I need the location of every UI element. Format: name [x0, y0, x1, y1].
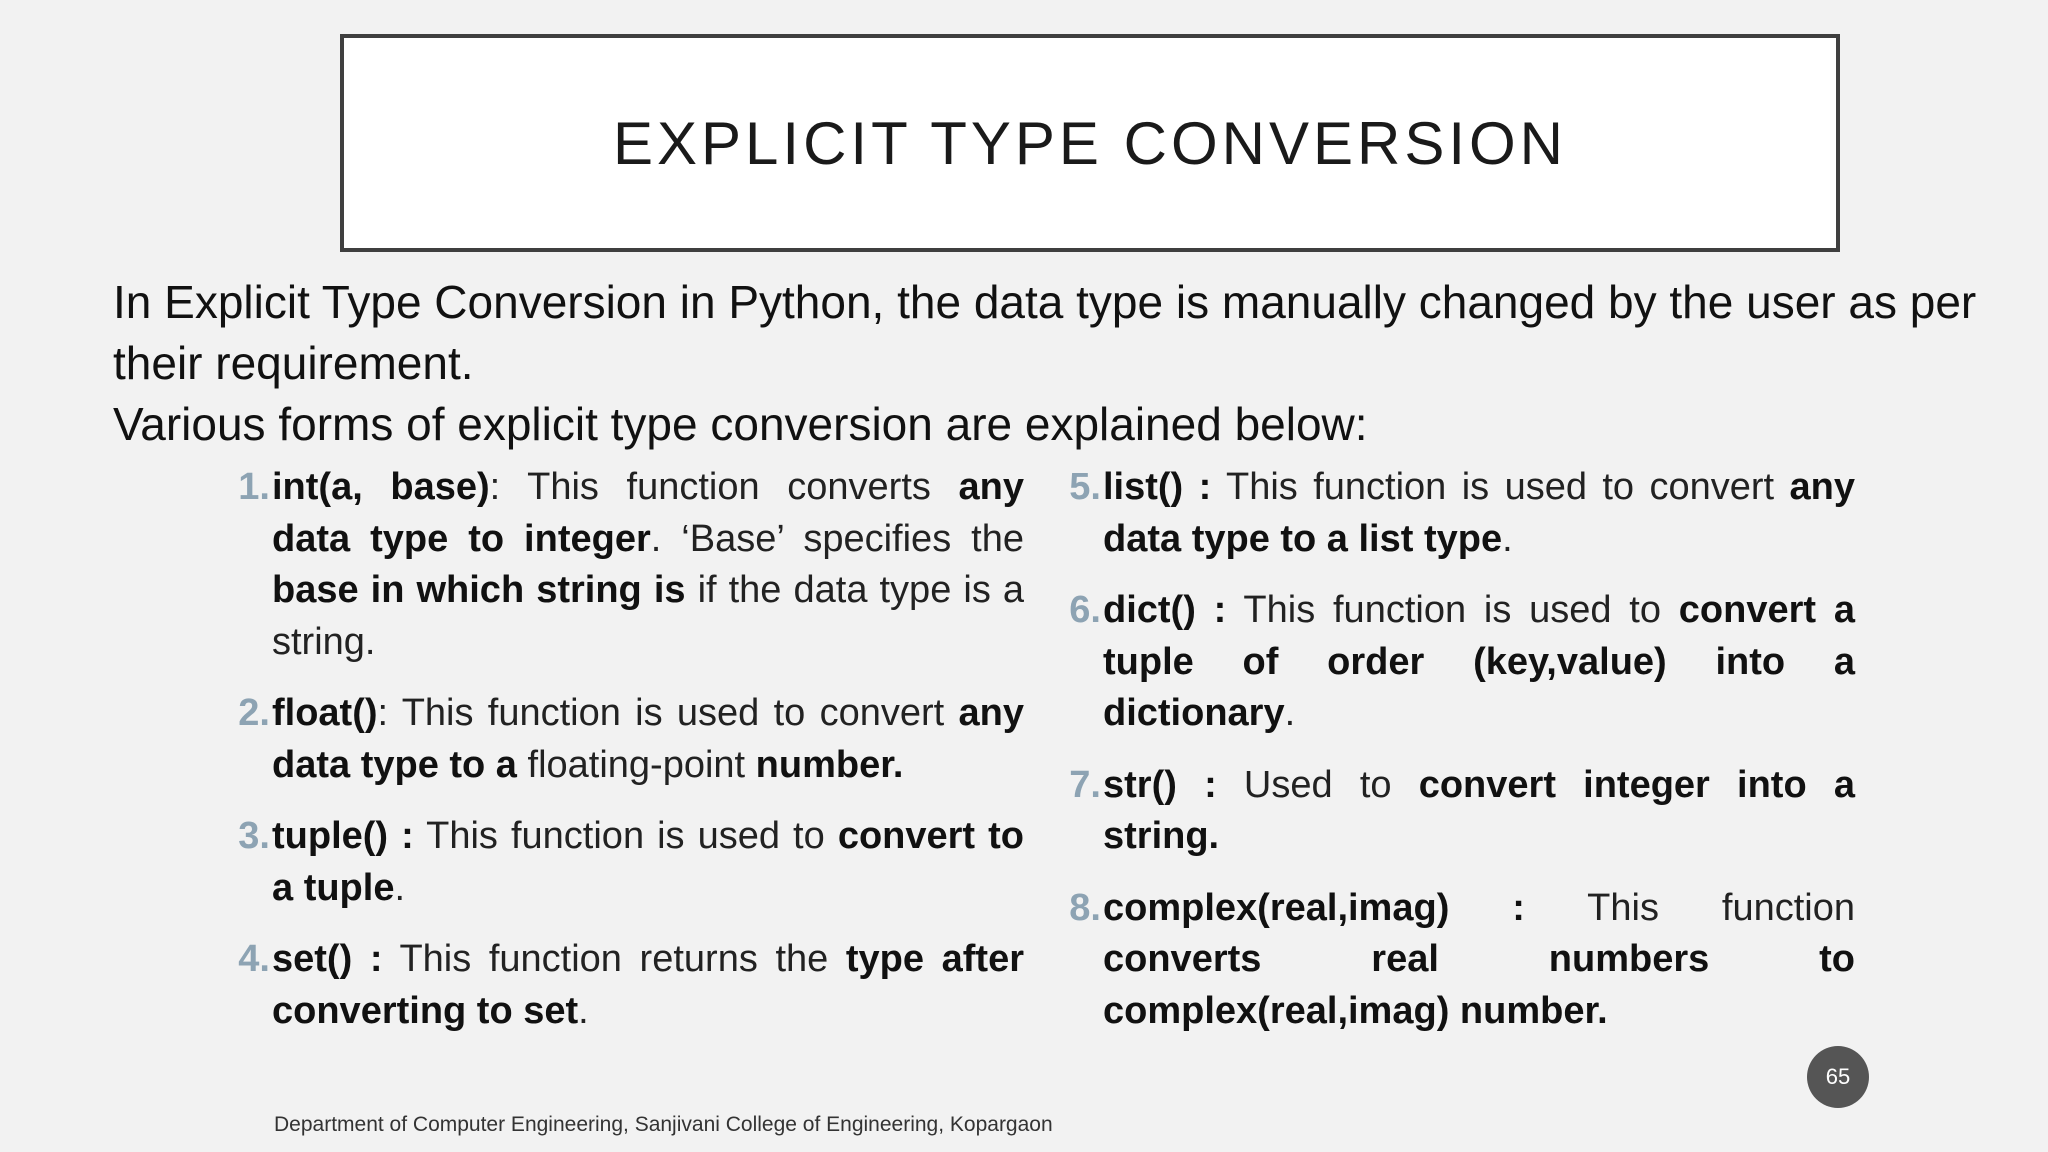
- function-name: float(): [272, 692, 378, 734]
- text-fragment: This function: [1524, 886, 1855, 929]
- bold-fragment: number.: [755, 743, 904, 786]
- function-name: dict() :: [1103, 589, 1227, 631]
- item-body: [272, 811, 1024, 914]
- list-item-tuple: [232, 811, 1024, 914]
- intro-text: [113, 272, 2003, 455]
- item-number: 6.: [1069, 589, 1101, 631]
- footer-text: Department of Computer Engineering, Sanjivani College of Engineering, Kopargaon: [274, 1113, 1053, 1136]
- item-number: 5.: [1069, 466, 1101, 508]
- text-fragment: : This function is used to convert: [377, 692, 959, 734]
- list-item-set: [232, 934, 1024, 1037]
- text-fragment: Used to: [1216, 763, 1419, 806]
- function-name: str() :: [1103, 763, 1217, 806]
- list-item-dict: [1063, 585, 1855, 740]
- text-fragment: .: [578, 989, 589, 1032]
- item-body: [272, 688, 1024, 791]
- left-column: [232, 462, 1024, 1037]
- bold-fragment: any data type to a: [272, 692, 1024, 786]
- list-item-list: [1063, 462, 1855, 565]
- item-number: 2.: [238, 692, 270, 734]
- right-column: [1063, 462, 1855, 1037]
- bold-fragment: any data type to a list type: [1103, 466, 1855, 560]
- bold-fragment: base in which string is: [272, 569, 686, 611]
- item-body: [1103, 760, 1855, 863]
- slide-title: EXPLICIT TYPE CONVERSION: [612, 109, 1568, 177]
- item-body: [272, 462, 1024, 668]
- item-body: [1103, 462, 1855, 565]
- text-fragment: if the data type is a string.: [272, 569, 1024, 663]
- list-item-str: [1063, 760, 1855, 863]
- list-item-complex: [1063, 883, 1855, 1038]
- item-number: 8.: [1069, 886, 1101, 929]
- text-fragment: This function is used to: [413, 815, 838, 857]
- bold-fragment: convert integer into a string.: [1103, 763, 1855, 857]
- function-name: complex(real,imag) :: [1103, 886, 1525, 929]
- page-number-badge: 65: [1807, 1046, 1869, 1108]
- item-number: 4.: [238, 938, 270, 980]
- title-box: [340, 34, 1840, 252]
- function-name: list() :: [1103, 466, 1212, 508]
- intro-line-2: their requirement.: [113, 337, 474, 389]
- item-number: 1.: [238, 466, 270, 508]
- text-fragment: . ‘Base’ specifies the: [650, 517, 1024, 560]
- bold-fragment: convert to a tuple: [272, 815, 1024, 909]
- intro-line-1: In Explicit Type Conversion in Python, the data type is manually changed by the user as per: [113, 276, 1977, 328]
- function-name: set() :: [272, 938, 383, 980]
- item-number: 7.: [1069, 763, 1101, 806]
- text-fragment: .: [394, 866, 406, 909]
- text-fragment: This function returns the: [382, 938, 846, 980]
- function-name: int(a, base): [272, 466, 490, 508]
- text-fragment: .: [1502, 517, 1513, 560]
- bold-fragment: any data type to integer: [272, 466, 1024, 560]
- item-number: 3.: [238, 815, 270, 857]
- text-fragment: floating-point: [516, 743, 756, 786]
- item-body: [1103, 585, 1855, 740]
- list-item-int: [232, 462, 1024, 668]
- function-name: tuple() :: [272, 815, 414, 857]
- intro-line-3: Various forms of explicit type conversion are explained below:: [113, 398, 1368, 450]
- item-body: [272, 934, 1024, 1037]
- text-fragment: This function is used to convert: [1211, 466, 1790, 508]
- text-fragment: .: [1284, 692, 1296, 734]
- item-body: [1103, 883, 1855, 1038]
- bold-fragment: convert a tuple of order (key,value) into a dictionary: [1103, 589, 1855, 734]
- bold-fragment: converts real numbers to complex(real,imag) number.: [1103, 938, 1855, 1032]
- bold-fragment: type after converting to set: [272, 938, 1025, 1032]
- list-item-float: [232, 688, 1024, 791]
- text-fragment: : This function converts: [489, 466, 959, 508]
- text-fragment: This function is used to: [1226, 589, 1679, 631]
